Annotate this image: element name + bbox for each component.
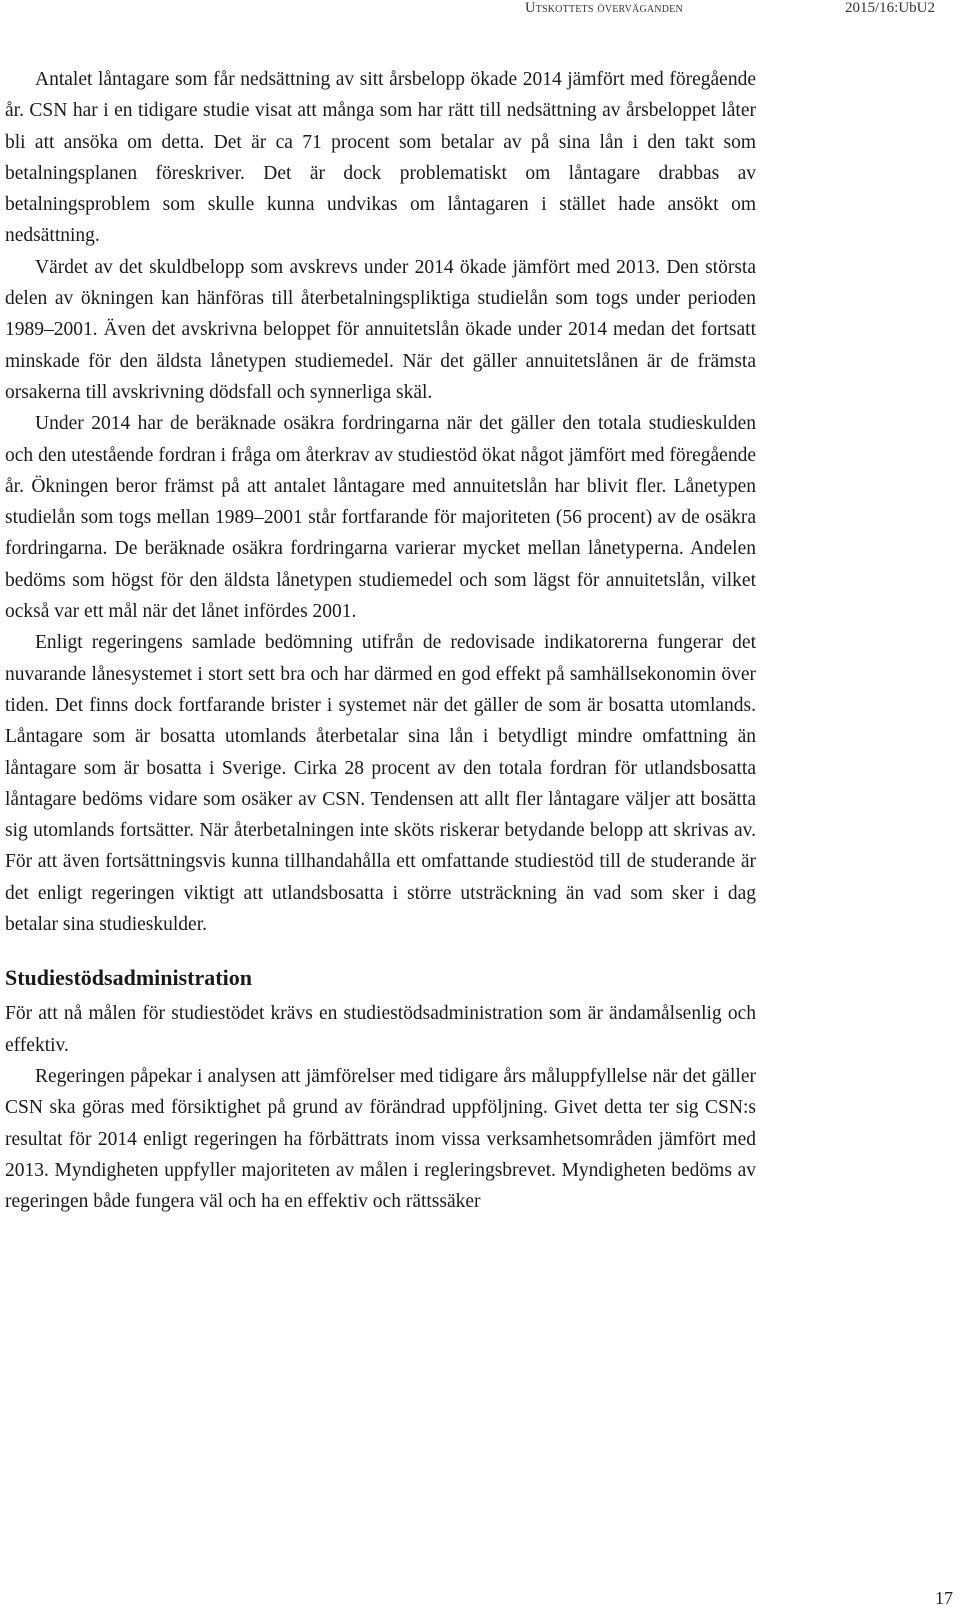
section-heading: Studiestödsadministration bbox=[5, 965, 252, 991]
paragraph: Enligt regeringens samlade bedömning utifrån de redovisade indikatorerna fungerar det nuvarande lånesystemet i stort sett bra och har därmed en god effekt på samhällsekonomin över tiden. Det finns dock fortfarande brister i systemet när det gäller de som är bosatta utomlands. Låntagare som är bosatta utomlands återbetalar sina lån i betydligt mindre omfattning än låntagare som är bosatta i Sverige. Cirka 28 procent av den totala fordran för utlandsbosatta låntagare bedöms vidare som osäker av CSN. Tendensen att allt fler låntagare väljer att bosätta sig utomlands fortsätter. När återbetalningen inte sköts riskerar betydande belopp att skrivas av. För att även fortsättningsvis kunna tillhandahålla ett omfattande studiestöd till de studerande är det enligt regeringen viktigt att utlandsbosatta i större utsträckning än vad som sker i dag betalar sina studieskulder. bbox=[5, 632, 756, 936]
paragraph: Under 2014 har de beräknade osäkra fordringarna när det gäller den totala studieskulden och den utestående fordran i fråga om återkrav av studiestöd ökat något jämfört med föregående år. Ökningen beror främst på att antalet låntagare med annuitetslån har blivit fler. Lånetypen studielån som togs mellan 1989–2001 står fortfarande för majoriteten (56 procent) av de osäkra fordringarna. De beräknade osäkra fordringarna varierar mycket mellan lånetyperna. Andelen bedöms som högst för den äldsta lånetypen studiemedel och som lägst för annuitetslån, vilket också var ett mål när det lånet infördes 2001. bbox=[5, 413, 756, 623]
document-body bbox=[5, 64, 756, 1217]
paragraph: Värdet av det skuldbelopp som avskrevs under 2014 ökade jämfört med 2013. Den största delen av ökningen kan hänföras till återbetalningspliktiga studielån som togs under perioden 1989–2001. Även det avskrivna beloppet för annuitetslån ökade under 2014 medan det fortsatt minskade för den äldsta lånetypen studiemedel. När det gäller annuitetslånen är de främsta orsakerna till avskrivning dödsfall och synnerliga skäl. bbox=[5, 256, 756, 403]
paragraph: Antalet låntagare som får nedsättning av sitt årsbelopp ökade 2014 jämfört med föregående år. CSN har i en tidigare studie visat att många som har rätt till nedsättning av årsbeloppet låter bli att ansöka om detta. Det är ca 71 procent som betalar av på sina lån i den takt som betalningsplanen föreskriver. Det är dock problematiskt om låntagare drabbas av betalningsproblem som skulle kunna undvikas om låntagaren i stället hade ansökt om nedsättning. bbox=[5, 69, 756, 247]
paragraph: För att nå målen för studiestödet krävs en studiestödsadministration som är ändamålsenlig och effektiv. bbox=[5, 1003, 756, 1056]
running-header-report-id: 2015/16:UbU2 bbox=[845, 0, 935, 16]
running-header-section: Utskottets överväganden bbox=[525, 0, 683, 16]
paragraph: Regeringen påpekar i analysen att jämförelser med tidigare års måluppfyllelse när det gäller CSN ska göras med försiktighet på grund av förändrad uppföljning. Givet detta ter sig CSN:s resultat för 2014 enligt regeringen ha förbättrats inom vissa verksamhetsområden jämfört med 2013. Myndigheten uppfyller majoriteten av målen i regleringsbrevet. Myndigheten bedöms av regeringen både fungera väl och ha en effektiv och rättssäker bbox=[5, 1065, 756, 1213]
page-number: 17 bbox=[935, 1588, 953, 1608]
